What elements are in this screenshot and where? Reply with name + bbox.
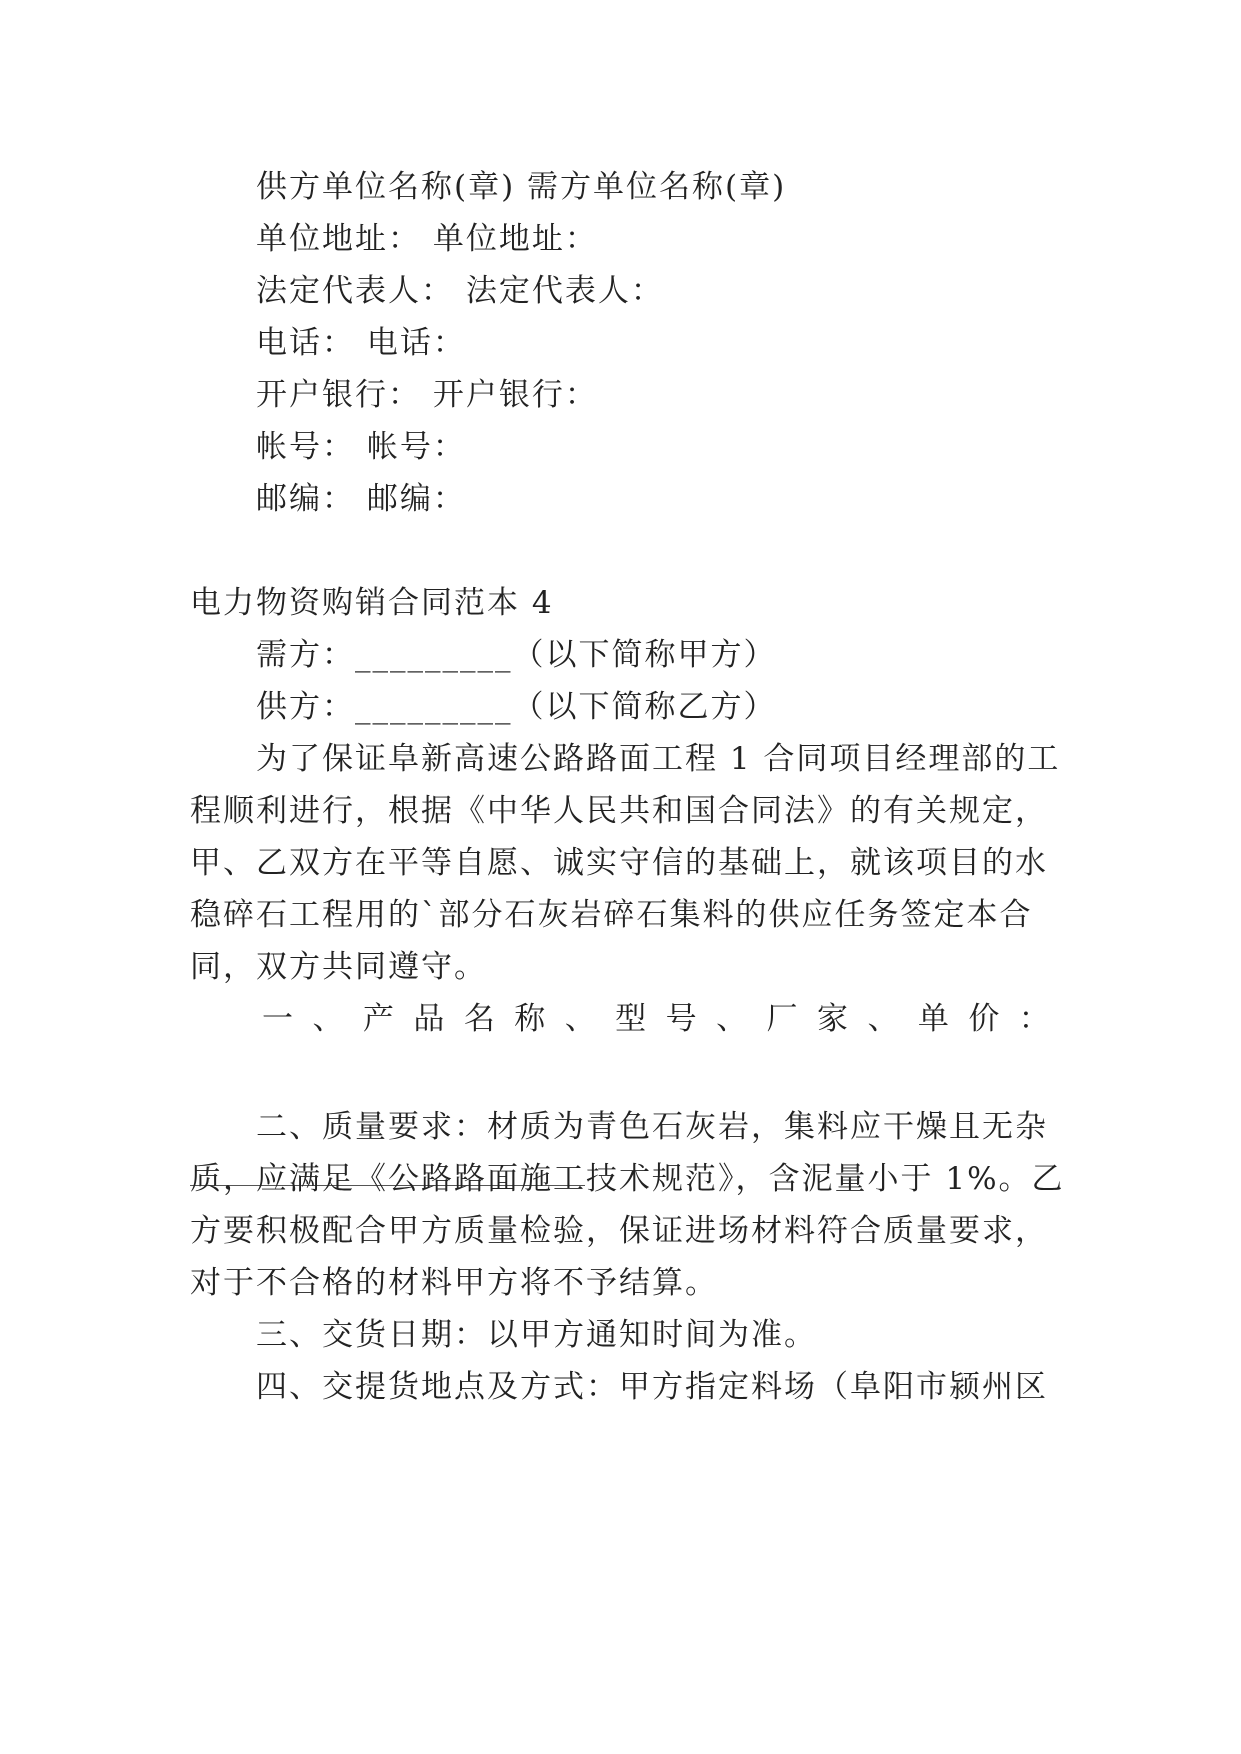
- clause-1-char: 、: [312, 1001, 344, 1037]
- clause-1-char: 称: [514, 1001, 546, 1037]
- clause-2-line: 对于不合格的材料甲方将不予结算。: [190, 1265, 718, 1301]
- intro-paragraph-line: 为了保证阜新高速公路路面工程 1 合同项目经理部的工: [256, 741, 1061, 777]
- signature-line-phone: 电话： 电话：: [256, 325, 466, 361]
- clause-4-line: 四、交提货地点及方式：甲方指定料场（阜阳市颍州区: [256, 1369, 1048, 1405]
- clause-3-line: 三、交货日期：以甲方通知时间为准。: [256, 1317, 817, 1353]
- signature-line-legal-rep: 法定代表人： 法定代表人：: [256, 273, 664, 309]
- party-line-buyer: 需方：_________（以下简称甲方）: [256, 637, 777, 673]
- document-heading: 电力物资购销合同范本 4: [190, 585, 554, 621]
- signature-line-postcode: 邮编： 邮编：: [256, 481, 466, 517]
- signature-line-unit-name: 供方单位名称(章) 需方单位名称(章): [256, 169, 787, 205]
- signature-line-bank: 开户银行： 开户银行：: [256, 377, 598, 413]
- clause-1-heading: [262, 999, 1050, 1039]
- clause-1-char: 、: [716, 1001, 748, 1037]
- clause-2-line: 方要积极配合甲方质量检验，保证进场材料符合质量要求，: [190, 1213, 1048, 1249]
- clause-1-char: 产: [362, 1001, 394, 1037]
- signature-line-account: 帐号： 帐号：: [256, 429, 466, 465]
- intro-paragraph-line: 稳碎石工程用的`部分石灰岩碎石集料的供应任务签定本合: [190, 897, 1033, 933]
- clause-1-char: 号: [665, 1001, 697, 1037]
- clause-1-char: 名: [463, 1001, 495, 1037]
- intro-paragraph-line: 程顺利进行，根据《中华人民共和国合同法》的有关规定，: [190, 793, 1048, 829]
- signature-line-address: 单位地址： 单位地址：: [256, 221, 598, 257]
- clause-1-char: 厂: [766, 1001, 798, 1037]
- intro-paragraph-line: 甲、乙双方在平等自愿、诚实守信的基础上，就该项目的水: [190, 845, 1048, 881]
- clause-1-char: ：: [1018, 1001, 1050, 1037]
- clause-1-char: 、: [564, 1001, 596, 1037]
- clause-1-char: 价: [968, 1001, 1000, 1037]
- clause-2-line: 质，应满足《公路路面施工技术规范》，含泥量小于 1%。乙: [190, 1161, 1065, 1197]
- clause-1-char: 一: [262, 1001, 293, 1037]
- clause-1-char: 单: [917, 1001, 949, 1037]
- clause-1-char: 品: [413, 1001, 445, 1037]
- clause-1-char: 型: [615, 1001, 647, 1037]
- clause-1-char: 、: [867, 1001, 899, 1037]
- clause-1-char: 家: [816, 1001, 848, 1037]
- intro-paragraph-line: 同，双方共同遵守。: [190, 949, 487, 985]
- clause-2-line: 二、质量要求：材质为青色石灰岩，集料应干燥且无杂: [256, 1109, 1048, 1145]
- party-line-supplier: 供方：_________（以下简称乙方）: [256, 689, 777, 725]
